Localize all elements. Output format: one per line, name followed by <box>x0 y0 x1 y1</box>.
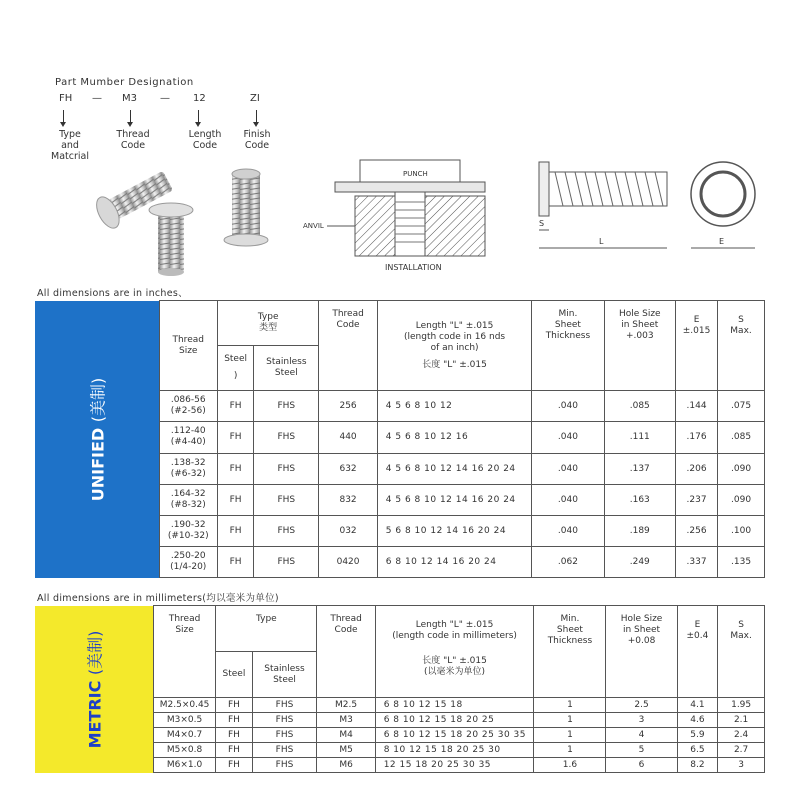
table-row: M3×0.5 FH FHS M3 6 8 10 12 15 18 20 25 1 3 4.6 2.1 <box>35 713 765 728</box>
e-header: E ±.015 <box>676 301 718 391</box>
stud-standing <box>149 203 193 276</box>
table-row: M4×0.7 FH FHS M4 6 8 10 12 15 18 20 25 30 35 1 4 5.9 2.4 <box>35 728 765 743</box>
table-row: M5×0.8 FH FHS M5 8 10 12 15 18 20 25 30 1 5 6.5 2.7 <box>35 743 765 758</box>
hole-size-header: Hole Size in Sheet +0.08 <box>606 606 677 698</box>
thread-code-example: M3 <box>122 93 137 104</box>
table-row: .138-32 (#6-32) FH FHS 632 4 5 6 8 10 12 14 16 20 24 .040 .137 .206 .090 <box>35 453 765 484</box>
thread-code-header: Thread Code <box>319 301 377 391</box>
dash: — <box>160 93 170 104</box>
down-arrow-icon <box>256 110 257 124</box>
product-photos <box>60 160 310 280</box>
type-header: Type <box>216 606 317 652</box>
steel-header: Steel <box>216 652 252 698</box>
stud-head-up <box>224 169 268 246</box>
metric-spec-table <box>35 605 765 773</box>
thread-size-header: Thread Size <box>159 301 217 391</box>
designation-title: Part Mumber Designation <box>55 77 194 88</box>
table-row: .164-32 (#8-32) FH FHS 832 4 5 6 8 10 12 14 16 20 24 .040 .163 .237 .090 <box>35 484 765 515</box>
unified-side-label: UNIFIED <box>88 427 108 501</box>
metric-units-note: All dimensions are in millimeters(均以毫米为单位) <box>37 593 279 604</box>
type-header: Type 类型 <box>217 301 318 346</box>
thread-code-header: Thread Code <box>317 606 375 698</box>
type-code-example: FH <box>59 93 73 104</box>
length-code-example: 12 <box>193 93 206 104</box>
min-sheet-header: Min. Sheet Thickness <box>532 301 604 391</box>
metric-side-cn: (美制) <box>85 630 105 675</box>
side-view-drawing <box>525 160 675 260</box>
s-header: S Max. <box>718 301 765 391</box>
steel-header: Steel ) <box>217 346 253 391</box>
e-header: E ±0.4 <box>677 606 718 698</box>
finish-code-label: Finish Code <box>243 129 271 151</box>
unified-units-note: All dimensions are in inches、 <box>37 288 188 299</box>
s-dimension-label: S <box>539 219 545 228</box>
stainless-header: Stainless Steel <box>252 652 317 698</box>
table-row: M6×1.0 FH FHS M6 12 15 18 20 25 30 35 1.6 6 8.2 3 <box>35 758 765 773</box>
stainless-header: Stainless Steel <box>254 346 319 391</box>
unified-spec-table <box>35 300 765 578</box>
punch-label: PUNCH <box>403 170 428 178</box>
down-arrow-icon <box>130 110 131 124</box>
table-row: .190-32 (#10-32) FH FHS 032 5 6 8 10 12 14 16 20 24 .040 .189 .256 .100 <box>35 515 765 546</box>
installation-drawing <box>295 150 495 275</box>
l-dimension-label: L <box>599 237 604 246</box>
finish-code-example: ZI <box>250 93 260 104</box>
length-header: Length "L" ±.015 (length code in 16 nds of an inch) 长度 "L" ±.015 <box>377 301 532 391</box>
down-arrow-icon <box>198 110 199 124</box>
anvil-label: ANVIL <box>303 222 324 230</box>
length-code-label: Length Code <box>188 129 222 151</box>
down-arrow-icon <box>63 110 64 124</box>
table-row: .086-56 (#2-56) FH FHS 256 4 5 6 8 10 12 .040 .085 .144 .075 <box>35 391 765 422</box>
dash: — <box>92 93 102 104</box>
table-row: .250-20 (1/4-20) FH FHS 0420 6 8 10 12 14 16 20 24 .062 .249 .337 .135 <box>35 546 765 577</box>
table-row: M2.5×0.45 FH FHS M2.5 6 8 10 12 15 18 1 2.5 4.1 1.95 <box>35 698 765 713</box>
metric-side-band <box>35 606 153 773</box>
s-header: S Max. <box>718 606 765 698</box>
length-header: Length "L" ±.015 (length code in millimeters) 长度 "L" ±.015 (以毫米为单位) <box>375 606 534 698</box>
metric-side-label: METRIC <box>85 680 105 748</box>
thread-size-header: Thread Size <box>153 606 215 698</box>
type-material-label: Type and Matcrial <box>51 129 89 162</box>
unified-side-band <box>35 301 159 578</box>
unified-side-cn: (美制) <box>88 377 108 422</box>
installation-label: INSTALLATION <box>385 263 442 272</box>
end-view-drawing <box>685 160 765 260</box>
table-row: .112-40 (#4-40) FH FHS 440 4 5 6 8 10 12 16 .040 .111 .176 .085 <box>35 422 765 453</box>
min-sheet-header: Min. Sheet Thickness <box>534 606 606 698</box>
hole-size-header: Hole Size in Sheet +.003 <box>604 301 675 391</box>
e-dimension-label: E <box>719 237 725 246</box>
thread-code-label: Thread Code <box>116 129 150 151</box>
